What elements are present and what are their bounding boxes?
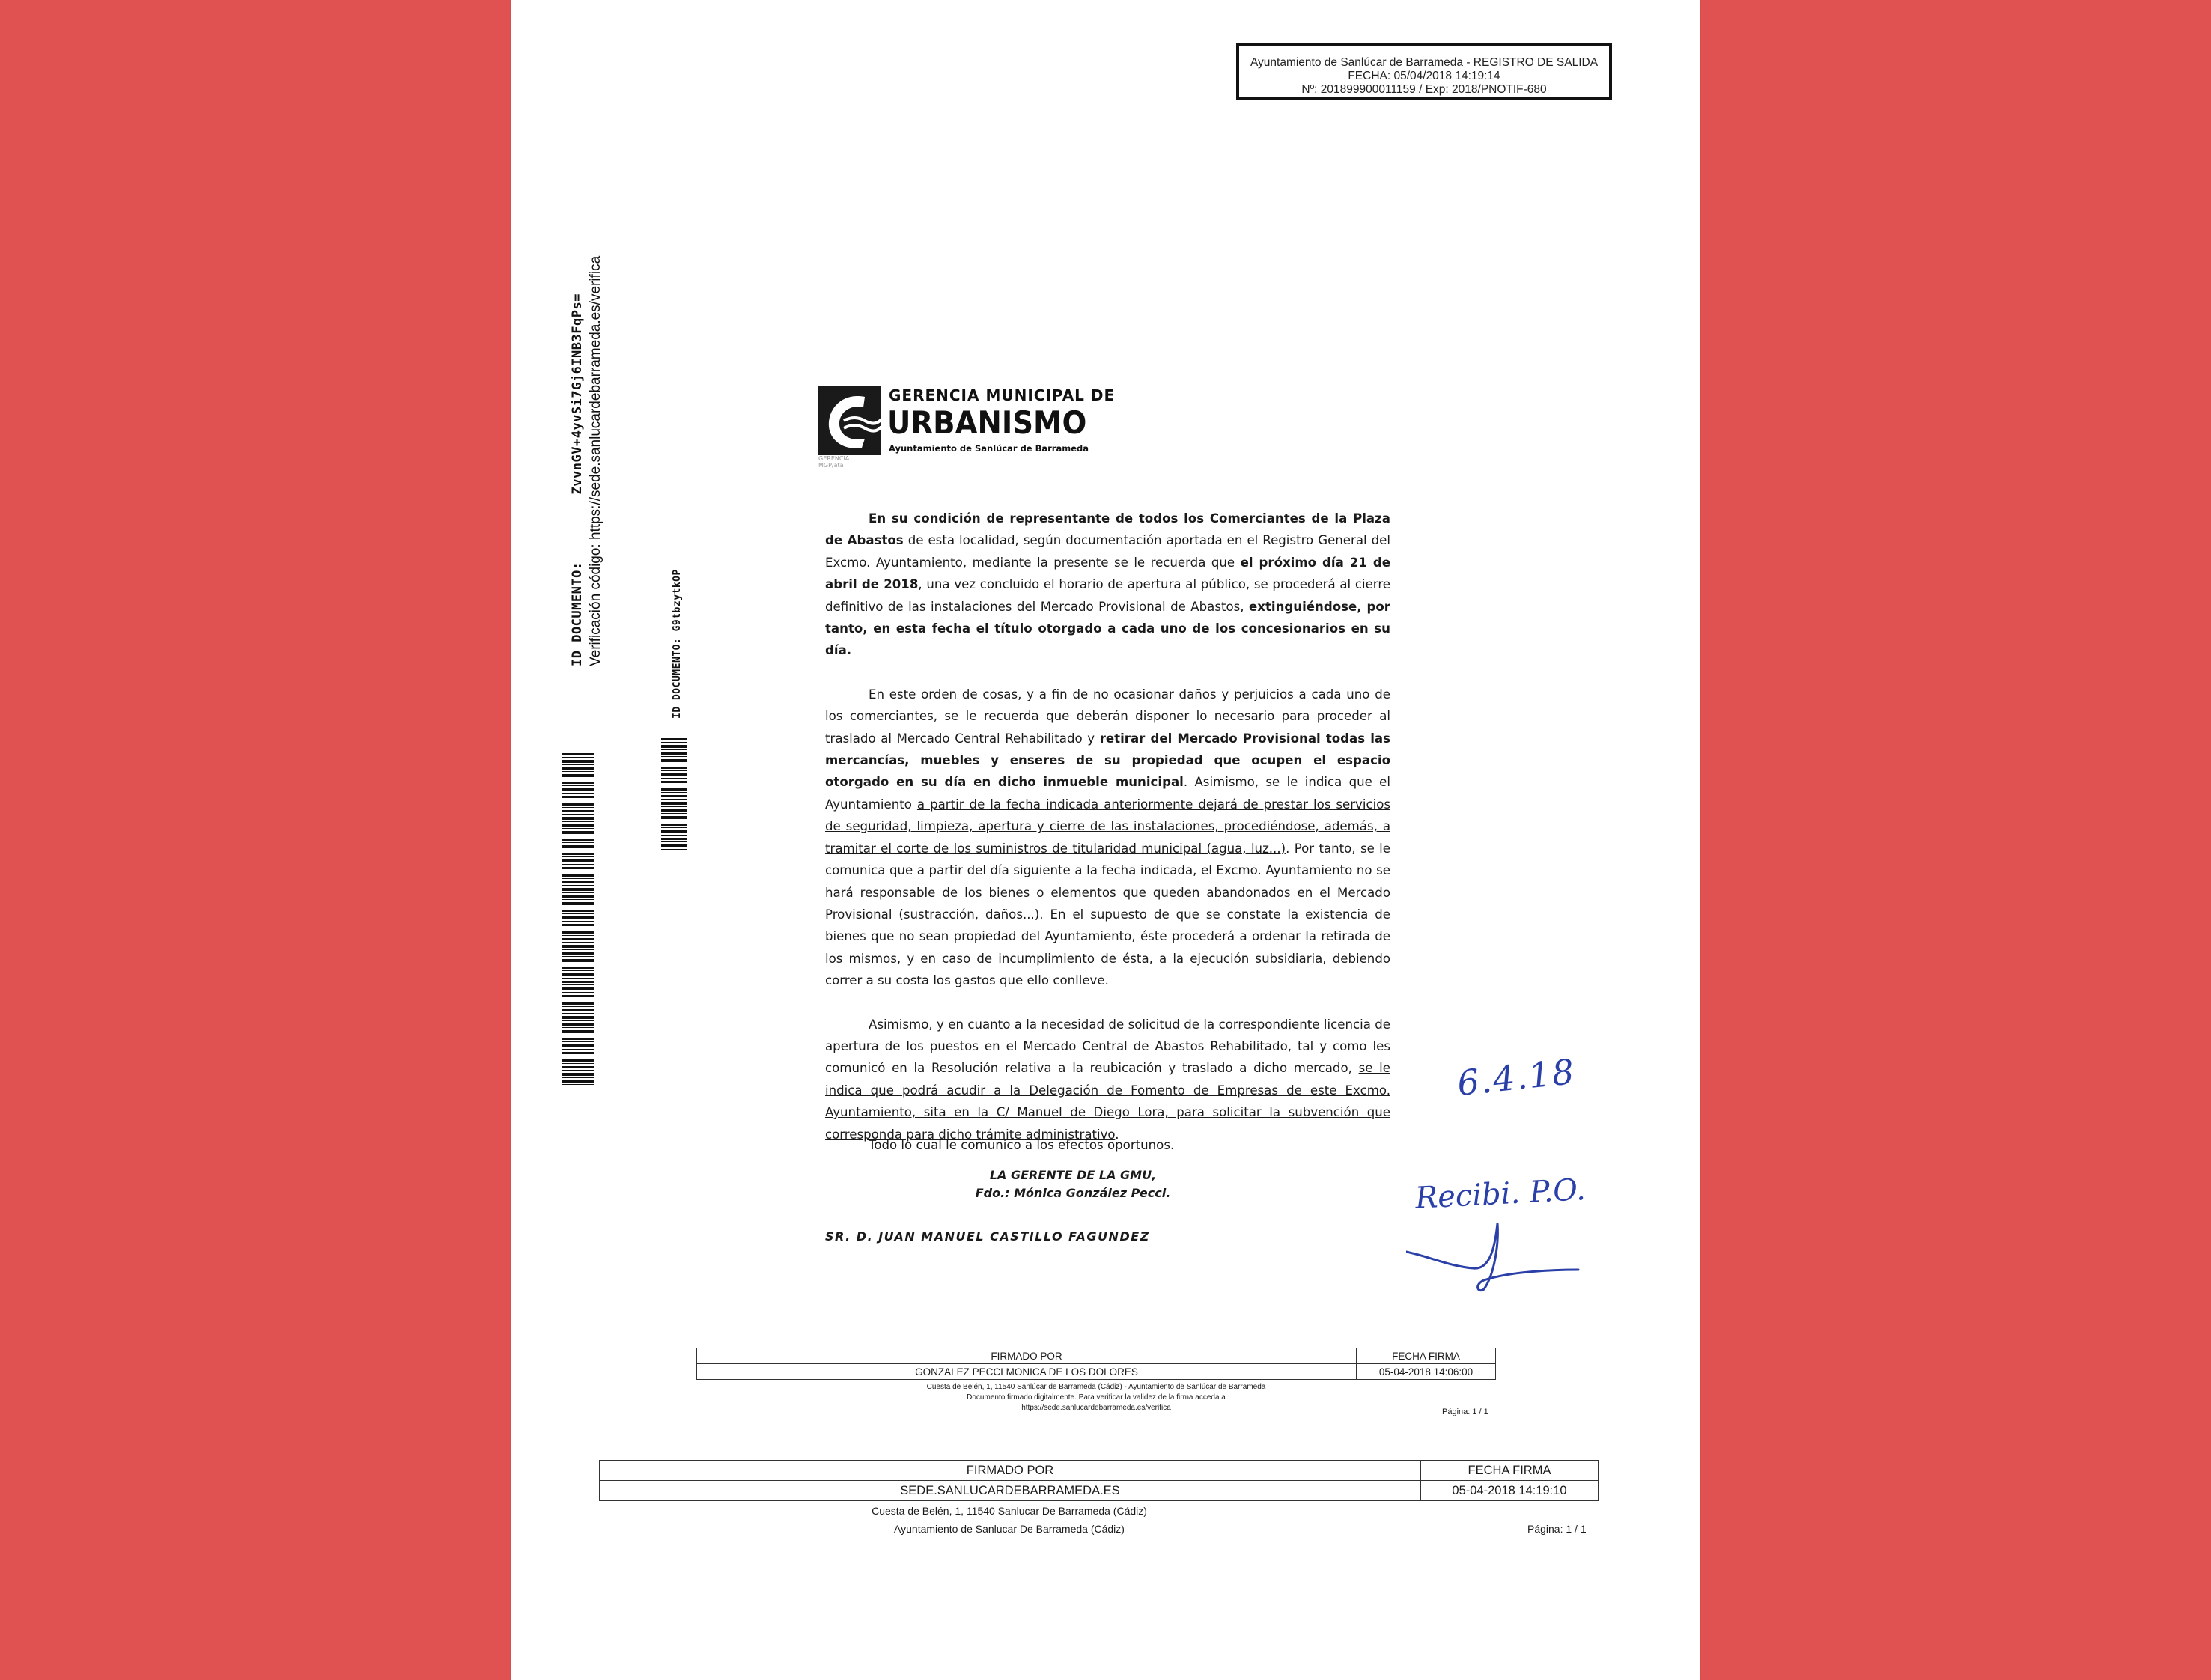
p2-text: En este orden de cosas, y a fin de no ocasionar daños y perjuicios a cada uno de los comerciantes, se le recuerda que deberán disponer lo necesario para proceder al traslado al Mercado Central Rehabilitado y [825,687,1390,746]
stamp-line-2: FECHA: 05/04/2018 14:19:14 [1348,70,1500,82]
p1-bold-date: el próximo día 21 de abril de 2018 [825,555,1390,592]
document-id-secondary: ID DOCUMENTO: G9tbzytkOP [672,569,683,719]
t1-header-date: FECHA FIRMA [1357,1348,1496,1364]
t2-header-date: FECHA FIRMA [1421,1461,1599,1481]
closing-line: Todo lo cual le comunico a los efectos oportunos. [869,1138,1175,1152]
t1-signer: GONZALEZ PECCI MONICA DE LOS DOLORES [697,1364,1357,1380]
table2-page-number: Página: 1 / 1 [1527,1523,1587,1535]
letter-body [825,508,1390,1159]
t2-header-signed-by: FIRMADO POR [600,1461,1421,1481]
table1-footer-url: https://sede.sanlucardebarrameda.es/verifica [1021,1404,1171,1412]
handwritten-signature-flourish [1406,1207,1586,1297]
p2-text-2: . Asimismo, se le indica que el Ayuntamiento [825,775,1390,812]
table2-footer-address: Cuesta de Belén, 1, 11540 Sanlucar De Barrameda (Cádiz) [872,1505,1147,1517]
logo-title-urbanismo: URBANISMO [887,404,1087,441]
signature-title: LA GERENTE DE LA GMU, [989,1168,1157,1182]
signature-table-1 [696,1348,1496,1380]
barcode-main [562,753,594,1087]
t2-date: 05-04-2018 14:19:10 [1421,1481,1599,1501]
logo-title-line-1: GERENCIA MUNICIPAL DE [889,386,1116,404]
document-id-value: ZvvnGV+4yvSi7Gj6INB3FqPs= [570,293,585,495]
paragraph-1 [825,508,1390,662]
signature-table-2 [599,1460,1599,1501]
table2-footer-council: Ayuntamiento de Sanlucar De Barrameda (Cádiz) [894,1523,1125,1535]
logo-mark-icon [818,386,881,455]
stamp-line-3: Nº: 201899900011159 / Exp: 2018/PNOTIF-680 [1301,83,1547,96]
p1-text-2: , una vez concluido el horario de apertura al público, se procederá al cierre definitivo de las instalaciones del Mercado Provisional de Abastos, [825,577,1390,614]
t1-header-signed-by: FIRMADO POR [697,1348,1357,1364]
p1-text: de esta localidad, según documentación aportada en el Registro General del Excmo. Ayuntamiento, mediante la presente se le recuerda que [825,533,1390,570]
stamp-line-1: Ayuntamiento de Sanlúcar de Barrameda - REGISTRO DE SALIDA [1250,56,1599,69]
handwritten-date: 6.4.18 [1455,1050,1578,1104]
gmu-logo [818,386,1118,469]
barcode-secondary [661,738,687,852]
p3-end: . [1115,1127,1119,1142]
p2-bold: retirar del Mercado Provisional todas las mercancías, muebles y enseres de su propiedad que ocupen el espacio otorgado en su día en dicho inmueble municipal [825,731,1390,790]
p1-bold-closing: extinguiéndose, por tanto, en esta fecha el título otorgado a cada uno de los concesionarios en su día. [825,599,1390,658]
p1-bold-intro: En su condición de representante de todos los Comerciantes de la Plaza de Abastos [825,511,1390,548]
table1-footer-note: Documento firmado digitalmente. Para verificar la validez de la firma acceda a [967,1393,1226,1401]
table1-footer-address: Cuesta de Belén, 1, 11540 Sanlúcar de Barrameda (Cádiz) - Ayuntamiento de Sanlúcar de Barrameda [926,1383,1266,1391]
p2-text-3: . Por tanto, se le comunica que a partir del día siguiente a la fecha indicada, el Excmo. Ayuntamiento no se hará responsable de los bienes o elementos que queden abandonados en el Mercado Provisional (sustracción, daños...). En el supuesto de que se constate la existencia de bienes que no sean propiedad del Ayuntamiento, éste procederá a ordenar la retirada de los mismos, y en caso de incumplimiento de ésta, a la ejecución subsidiaria, debiendo correr a su costa los gastos que ello conlleve. [825,841,1390,988]
document-page [511,0,1700,1680]
logo-reference [818,455,849,469]
verification-code-text: Verificación código: https://sede.sanlucardebarrameda.es/verifica [588,255,603,666]
document-id-label: ID DOCUMENTO: [570,561,585,666]
logo-reference-line-1: GERENCIA [818,455,850,462]
signature-block [923,1166,1223,1202]
document-id-strip [570,293,585,666]
t1-date: 05-04-2018 14:06:00 [1357,1364,1496,1380]
logo-reference-line-2: MGP/ata [818,462,844,469]
handwritten-received: Recibi. P.O. [1414,1172,1587,1216]
addressee: SR. D. JUAN MANUEL CASTILLO FAGUNDEZ [825,1229,1150,1244]
paragraph-2 [825,684,1390,992]
t2-signer: SEDE.SANLUCARDEBARRAMEDA.ES [600,1481,1421,1501]
p2-underlined: a partir de la fecha indicada anteriormente dejará de prestar los servicios de seguridad, limpieza, apertura y cierre de las instalaciones, procediéndose, además, a tramitar el corte de los suministros de titularidad municipal (agua, luz...) [825,797,1391,856]
signature-name: Fdo.: Mónica González Pecci. [975,1186,1171,1200]
logo-subtitle: Ayuntamiento de Sanlúcar de Barrameda [889,443,1089,454]
table1-page-number: Página: 1 / 1 [1442,1407,1488,1416]
table1-footer [696,1382,1496,1413]
registry-stamp [1236,43,1612,100]
p3-text: Asimismo, y en cuanto a la necesidad de solicitud de la correspondiente licencia de apertura de los puestos en el Mercado Central de Abastos Rehabilitado, tal y como les comunicó en la Resolución relativa a la reubicación y traslado a dicho mercado, [825,1017,1390,1076]
paragraph-3 [825,1014,1390,1145]
p3-underlined: se le indica que podrá acudir a la Delegación de Fomento de Empresas de este Excmo. Ayuntamiento, sita en la C/ Manuel de Diego Lora, para solicitar la subvención que corresponda para dicho trámite administrativo [825,1061,1390,1142]
